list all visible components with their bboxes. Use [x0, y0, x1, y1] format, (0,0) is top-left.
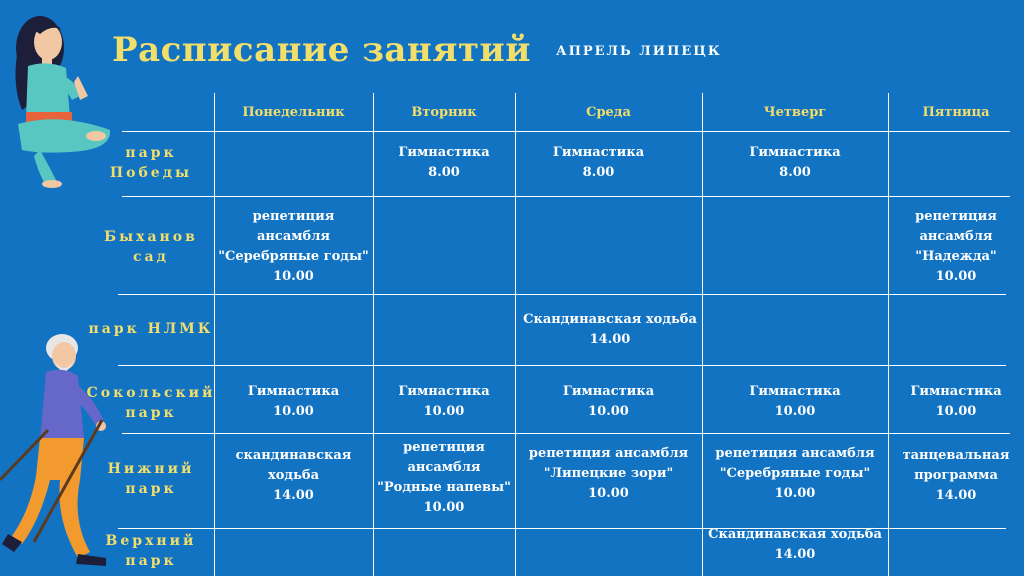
activity-time: 8.00	[428, 165, 460, 180]
place-nizhny-park: Нижний парк	[107, 461, 195, 497]
ensemble-name: "Серебряные годы"	[218, 249, 369, 264]
grid-hline	[118, 294, 1006, 295]
grid-hline	[122, 433, 1010, 434]
activity-name: ансамбля	[919, 229, 993, 244]
activity-name: Гимнастика	[398, 145, 490, 160]
activity-time: 10.00	[935, 269, 977, 284]
day-header-monday: Понедельник	[242, 104, 345, 120]
day-header-thursday: Четверг	[763, 104, 827, 120]
schedule-cell	[888, 207, 1024, 287]
activity-name: ходьба	[267, 468, 319, 483]
schedule-cell	[692, 525, 898, 565]
activity-name: Скандинавская ходьба	[523, 312, 697, 327]
schedule-cell	[505, 310, 715, 350]
activity-name: ансамбля	[256, 229, 330, 244]
activity-name: танцевальная	[902, 448, 1010, 463]
activity-name: Гимнастика	[398, 384, 490, 399]
activity-time: 8.00	[582, 165, 615, 180]
activity-time: 10.00	[588, 404, 629, 419]
day-header-friday: Пятница	[922, 104, 990, 120]
schedule-cell	[888, 446, 1024, 506]
schedule-cell	[214, 382, 373, 422]
activity-name: Гимнастика	[247, 384, 340, 399]
day-header-wednesday: Среда	[586, 104, 631, 120]
place-sokolsky-park: Сокольский парк	[86, 385, 216, 421]
schedule-cell	[505, 143, 692, 183]
activity-time: 8.00	[779, 165, 811, 180]
activity-name: ансамбля	[407, 460, 481, 475]
activity-name: репетиция ансамбля	[528, 446, 689, 461]
activity-name: репетиция ансамбля	[715, 446, 875, 461]
activity-name: Скандинавская ходьба	[708, 527, 882, 542]
activity-name: Гимнастика	[910, 384, 1002, 399]
activity-name: репетиция	[403, 440, 485, 455]
schedule-cell	[702, 382, 888, 422]
schedule-cell	[373, 143, 515, 183]
activity-time: 14.00	[774, 547, 816, 562]
page-title: Расписание занятий	[112, 30, 531, 70]
activity-name: репетиция	[252, 209, 335, 224]
place-bykhanov-sad: Быханов сад	[104, 229, 198, 265]
activity-time: 14.00	[273, 488, 314, 503]
activity-time: 10.00	[935, 404, 977, 419]
place-park-nlmk: парк НЛМК	[88, 321, 214, 337]
activity-name: Гимнастика	[749, 384, 841, 399]
schedule-cell	[888, 382, 1024, 422]
activity-time: 10.00	[273, 404, 314, 419]
activity-time: 14.00	[935, 488, 977, 503]
activity-time: 10.00	[774, 404, 816, 419]
ensemble-name: "Родные напевы"	[377, 480, 511, 495]
schedule-cell	[373, 438, 515, 518]
schedule-cell	[373, 382, 515, 422]
activity-name: Гимнастика	[562, 384, 655, 399]
activity-name: репетиция	[915, 209, 997, 224]
place-verkhny-park: Верхний парк	[105, 533, 197, 569]
schedule-cell	[515, 382, 702, 422]
ensemble-name: "Серебряные годы"	[719, 466, 871, 481]
schedule-cell	[214, 446, 373, 506]
activity-time: 10.00	[273, 269, 314, 284]
place-park-pobedy: парк Победы	[109, 145, 193, 181]
activity-time: 14.00	[589, 332, 631, 347]
activity-time: 10.00	[423, 404, 465, 419]
activity-name: скандинавская	[235, 448, 352, 463]
page-subtitle: АПРЕЛЬ ЛИПЕЦК	[556, 44, 722, 59]
day-header-tuesday: Вторник	[411, 104, 477, 120]
schedule-cell	[702, 444, 888, 504]
activity-time: 10.00	[588, 486, 629, 501]
activity-time: 10.00	[423, 500, 465, 515]
grid-hline	[118, 365, 1006, 366]
ensemble-name: "Липецкие зори"	[543, 466, 674, 481]
schedule-cell	[702, 143, 888, 183]
grid-hline	[122, 196, 1010, 197]
schedule-cell	[214, 207, 373, 287]
activity-name: программа	[914, 468, 998, 483]
activity-name: Гимнастика	[552, 145, 645, 160]
activity-name: Гимнастика	[749, 145, 841, 160]
activity-time: 10.00	[774, 486, 816, 501]
ensemble-name: "Надежда"	[915, 249, 997, 264]
grid-hline	[122, 131, 1010, 132]
schedule-cell	[515, 444, 702, 504]
